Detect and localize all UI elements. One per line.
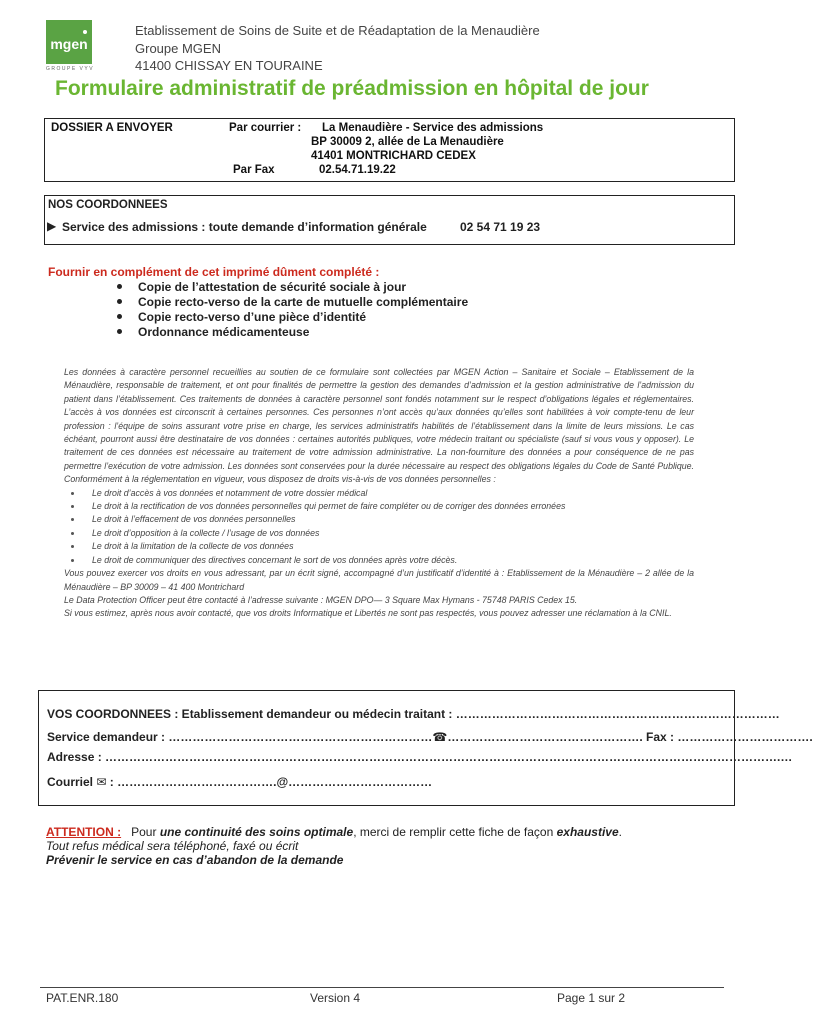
courrier-line3: 41401 MONTRICHARD CEDEX [311,150,476,162]
logo-dot-icon [83,30,87,34]
dossier-label: DOSSIER A ENVOYER [51,122,173,134]
footer-version: Version 4 [310,991,361,1005]
mail-icon: ✉ [96,775,107,789]
header-address: 41400 CHISSAY EN TOURAINE [135,58,323,73]
list-item: Le droit d’opposition à la collecte / l’usage de vos données [64,527,694,540]
list-item: Le droit à l’effacement de vos données personnelles [64,513,694,526]
courrier-label: Par courrier : [229,122,302,134]
attention-line: ATTENTION : Pour une continuité des soins optimale, merci de remplir cette fiche de façon exhaustive. [46,825,623,839]
footer-code: PAT.ENR.180 [46,991,119,1005]
list-item: Copie de l’attestation de sécurité sociale à jour [117,280,406,294]
phone-field[interactable]: …………………………………………. [447,730,643,744]
header-establishment: Etablissement de Soins de Suite et de Réadaptation de la Menaudière [135,23,540,38]
logo-brand: mgen [50,36,88,52]
service-admissions-text: Service des admissions : toute demande d’information générale [62,220,427,234]
etablissement-field[interactable]: ……………………………………………………………………… [455,707,780,721]
service-admissions-phone: 02 54 71 19 23 [460,220,541,234]
fax-label: Par Fax [233,164,275,176]
complement-heading: Fournir en complément de cet imprimé dûment complété : [48,265,380,279]
logo-subtitle: GROUPE VYV [46,66,95,72]
privacy-dpo: Le Data Protection Officer peut être contacté à l’adresse suivante : MGEN DPO— 3 Square Max Hymans - 75748 PARIS Cedex 15. [64,594,578,605]
privacy-notice [64,366,694,621]
courriel-domain-field[interactable]: ……………………………… [288,775,433,789]
list-item: Le droit à la limitation de la collecte de vos données [64,540,694,553]
arrow-icon: ▶ [47,219,57,233]
privacy-cnil: Si vous estimez, après nous avoir contacté, que vos droits Informatique et Libertés ne sont pas respectés, vous pouvez adresser une réclamation à la CNIL. [64,608,672,619]
privacy-exercise: Vous pouvez exercer vos droits en vous adressant, par un écrit signé, accompagné d’un justificatif d’identité à : Etablissement de la Ménaudière – 2 allée de la Ménaudière – BP 30009 – 41 400 Montrichard [64,568,694,592]
phone-icon: ☎ [432,730,448,744]
fax-field[interactable]: ……………………………. [677,730,813,744]
courrier-line2: BP 30009 2, allée de La Menaudière [311,136,504,148]
list-item: Ordonnance médicamenteuse [117,325,309,339]
coordonnees-heading: NOS COORDONNEES [48,199,168,211]
courriel-local-field[interactable]: …………………………………. [117,775,277,789]
privacy-intro: Les données à caractère personnel recueillies au soutien de ce formulaire sont collectées par MGEN Action – Sanitaire et Sociale – Etablissement de la Ménaudière, responsable de traitement, et ont pour finalités de permettre la gestion des demandes d’admission et la gestion administrative de l’admission du patient dans l’établissement. Ces traitements de données à caractère personnel sont fondés notamment sur le respect d’obligations légales et réglementaires. L’accès à vos données est circonscrit à certaines personnes. Ces personnes n’ont accès qu’aux données qu’elles sont habilitées à voir compte-tenu de leur profession : l’équipe de soins assurant votre prise en charge, les services administratifs habilités de l’établissement dans la limite de leurs missions. Le cas échéant, pourront aussi être destinataire de vos données : certaines autorités publiques, votre médecin traitant ou spécialiste (sauf si vous vous y opposer). Le traitement de ces données est nécessaire au traitement de votre admission administrative. La non-fourniture des données a pour conséquence de ne pas permettre l’exécution de votre admission. Les données sont conservées pour la durée nécessaire au respect des obligations légales du Code de Santé Publique. Conformément à la réglementation en vigueur, vous disposez de droits vis-à-vis de vos données personnelles : [64,367,694,485]
attention-prevenir: Prévenir le service en cas d’abandon de la demande [46,853,344,867]
header-group: Groupe MGEN [135,41,221,56]
adresse-field[interactable]: …………………………………………………………………………………………………………………………………………………….… [105,750,793,764]
attention-refus: Tout refus médical sera téléphoné, faxé ou écrit [46,839,299,853]
list-item: Copie recto-verso d’une pièce d’identité [117,310,366,324]
page-title: Formulaire administratif de préadmission en hôpital de jour [55,77,649,100]
list-item: Le droit d’accès à vos données et notamment de votre dossier médical [64,487,694,500]
list-item: Copie recto-verso de la carte de mutuelle complémentaire [117,295,468,309]
vos-coordonnees-heading: VOS COORDONNEES : Etablissement demandeur ou médecin traitant : ……………………………………………………………………… [47,707,780,721]
footer-divider [40,987,724,988]
adresse-row: Adresse : …………………………………………………………………………………………………………………………………………………….… [47,750,793,764]
attention-label: ATTENTION : [46,825,122,839]
fax-number: 02.54.71.19.22 [319,164,396,176]
list-item: Le droit de communiquer des directives concernant le sort de vos données après votre décès. [64,554,694,567]
footer-page: Page 1 sur 2 [557,991,626,1005]
list-item: Le droit à la rectification de vos données personnelles qui permet de faire compléter ou de corriger des données erronées [64,500,694,513]
fax-field-label: Fax : [646,730,675,744]
service-demandeur-field[interactable]: ………………………………………………………… [168,730,433,744]
courrier-line1: La Menaudière - Service des admissions [322,122,544,134]
rights-list [64,487,694,567]
service-demandeur-row: Service demandeur : …………………………………………………………☎…………………………………………. Fax : ……………………………. [47,730,813,744]
courriel-row: Courriel ✉ : ………………………………….@……………………………… [47,775,433,789]
